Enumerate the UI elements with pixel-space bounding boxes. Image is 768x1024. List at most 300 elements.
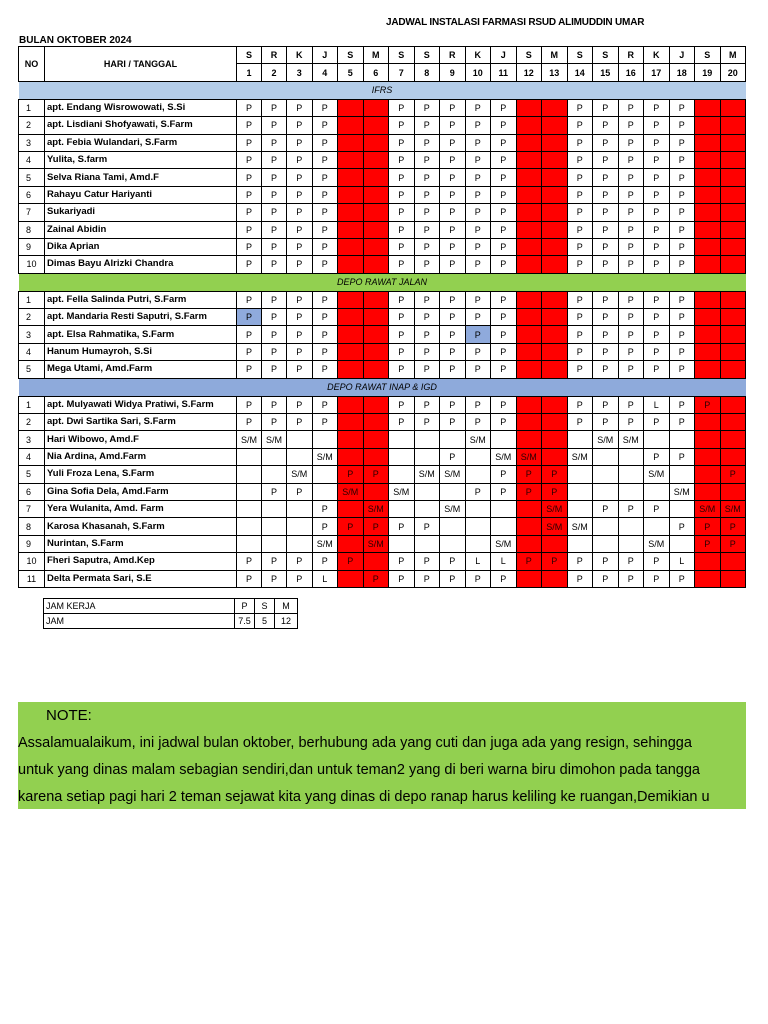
staff-name: Yera Wulanita, Amd. Farm (45, 500, 237, 517)
shift-cell: P (262, 221, 287, 238)
shift-cell: P (644, 309, 670, 326)
shift-cell (542, 414, 568, 431)
shift-cell (720, 553, 746, 570)
shift-cell (237, 448, 262, 465)
shift-cell: P (669, 238, 695, 255)
shift-cell: P (618, 361, 644, 378)
shift-cell: P (491, 134, 517, 151)
shift-cell (363, 361, 389, 378)
shift-cell (618, 483, 644, 500)
row-number: 3 (19, 134, 45, 151)
shift-cell: S/M (491, 448, 517, 465)
shift-cell: P (491, 238, 517, 255)
table-row (19, 553, 746, 570)
shift-cell: P (440, 326, 466, 343)
shift-cell: P (593, 500, 619, 517)
shift-cell (695, 134, 721, 151)
shift-cell: P (491, 396, 517, 413)
table-row (19, 483, 746, 500)
row-number: 9 (19, 238, 45, 255)
shift-cell: S/M (465, 431, 491, 448)
shift-cell: P (237, 99, 262, 116)
shift-cell: P (618, 414, 644, 431)
shift-cell (516, 99, 542, 116)
shift-cell (465, 500, 491, 517)
staff-name: apt. Mandaria Resti Saputri, S.Farm (45, 309, 237, 326)
staff-name: Nurintan, S.Farm (45, 535, 237, 552)
shift-cell (516, 326, 542, 343)
shift-cell: P (465, 256, 491, 273)
shift-cell: P (593, 99, 619, 116)
shift-cell: P (287, 134, 313, 151)
shift-cell: S/M (363, 500, 389, 517)
shift-cell (695, 343, 721, 360)
staff-name: apt. Lisdiani Shofyawati, S.Farm (45, 117, 237, 134)
shift-cell: P (262, 99, 287, 116)
shift-cell: P (389, 396, 415, 413)
shift-cell: P (465, 134, 491, 151)
shift-cell: P (618, 204, 644, 221)
shift-cell: P (237, 238, 262, 255)
shift-cell (237, 466, 262, 483)
shift-cell: L (644, 396, 670, 413)
shift-cell: P (414, 396, 440, 413)
shift-cell (720, 99, 746, 116)
header-date: 7 (389, 64, 415, 81)
table-row (19, 117, 746, 134)
shift-cell: P (262, 256, 287, 273)
staff-name: Karosa Khasanah, S.Farm (45, 518, 237, 535)
shift-cell: P (465, 570, 491, 587)
shift-cell: P (567, 361, 593, 378)
shift-cell: P (237, 169, 262, 186)
shift-cell: P (644, 448, 670, 465)
shift-cell (567, 483, 593, 500)
staff-name: apt. Febia Wulandari, S.Farm (45, 134, 237, 151)
shift-cell (237, 483, 262, 500)
shift-cell: P (491, 151, 517, 168)
shift-cell (516, 169, 542, 186)
shift-cell (618, 448, 644, 465)
shift-cell: P (644, 570, 670, 587)
shift-cell: P (669, 518, 695, 535)
shift-cell: P (414, 169, 440, 186)
shift-cell (720, 483, 746, 500)
shift-cell (338, 448, 364, 465)
shift-cell: P (262, 309, 287, 326)
shift-cell: P (287, 309, 313, 326)
shift-cell (720, 309, 746, 326)
note-line-3: karena setiap pagi hari 2 teman sejawat kita yang dinas di depo ranap harus keliling ke ruangan,Demikian u (18, 789, 710, 805)
row-number: 11 (19, 570, 45, 587)
shift-cell: P (618, 99, 644, 116)
shift-cell: P (262, 483, 287, 500)
shift-cell (414, 483, 440, 500)
shift-cell: P (516, 553, 542, 570)
shift-cell: P (389, 570, 415, 587)
shift-cell (516, 431, 542, 448)
shift-cell: P (440, 99, 466, 116)
shift-cell: P (542, 466, 568, 483)
shift-cell: P (618, 309, 644, 326)
shift-cell (237, 518, 262, 535)
shift-cell (542, 570, 568, 587)
shift-cell (363, 448, 389, 465)
shift-cell: P (237, 186, 262, 203)
row-number: 4 (19, 448, 45, 465)
shift-cell: P (237, 570, 262, 587)
shift-cell: P (491, 309, 517, 326)
shift-cell (338, 414, 364, 431)
shift-cell (542, 361, 568, 378)
header-date: 4 (312, 64, 338, 81)
shift-cell (720, 117, 746, 134)
shift-cell: P (414, 117, 440, 134)
shift-cell: P (644, 169, 670, 186)
shift-cell: L (465, 553, 491, 570)
shift-cell (516, 343, 542, 360)
shift-cell: P (618, 326, 644, 343)
shift-cell: P (567, 186, 593, 203)
shift-cell: P (287, 238, 313, 255)
shift-cell: S/M (414, 466, 440, 483)
shift-cell: P (465, 291, 491, 308)
shift-cell: P (491, 466, 517, 483)
shift-cell: P (389, 291, 415, 308)
shift-cell (720, 221, 746, 238)
shift-cell (720, 448, 746, 465)
header-day: S (516, 47, 542, 64)
shift-cell: P (593, 309, 619, 326)
shift-cell: P (465, 117, 491, 134)
shift-cell: P (669, 256, 695, 273)
shift-cell (363, 169, 389, 186)
shift-cell (287, 500, 313, 517)
shift-cell: P (465, 396, 491, 413)
table-row (19, 186, 746, 203)
shift-cell: P (262, 326, 287, 343)
shift-cell (287, 518, 313, 535)
header-day: J (669, 47, 695, 64)
shift-cell (542, 431, 568, 448)
shift-cell: P (618, 134, 644, 151)
shift-cell: P (644, 186, 670, 203)
shift-cell (593, 518, 619, 535)
shift-cell (669, 500, 695, 517)
shift-cell: P (237, 326, 262, 343)
shift-cell: P (414, 99, 440, 116)
shift-cell (567, 500, 593, 517)
shift-cell: P (312, 186, 338, 203)
shift-cell: P (644, 99, 670, 116)
shift-cell: P (644, 326, 670, 343)
staff-name: Selva Riana Tami, Amd.F (45, 169, 237, 186)
shift-cell: P (593, 169, 619, 186)
shift-cell: P (414, 204, 440, 221)
shift-cell (516, 518, 542, 535)
shift-cell: S/M (237, 431, 262, 448)
table-row (19, 535, 746, 552)
shift-cell: P (491, 291, 517, 308)
shift-cell: P (720, 466, 746, 483)
shift-cell: P (389, 169, 415, 186)
shift-cell: P (618, 117, 644, 134)
shift-cell: P (363, 466, 389, 483)
staff-name: Fheri Saputra, Amd.Kep (45, 553, 237, 570)
shift-cell: P (567, 169, 593, 186)
shift-cell (695, 221, 721, 238)
staff-name: Gina Sofia Dela, Amd.Farm (45, 483, 237, 500)
work-hours-table (43, 598, 298, 629)
shift-cell: S/M (389, 483, 415, 500)
shift-cell: P (237, 343, 262, 360)
shift-cell: L (491, 553, 517, 570)
header-date: 9 (440, 64, 466, 81)
shift-cell (363, 117, 389, 134)
shift-cell: P (237, 553, 262, 570)
shift-cell (414, 535, 440, 552)
shift-cell (338, 361, 364, 378)
shift-cell: P (414, 343, 440, 360)
shift-cell (363, 99, 389, 116)
shift-cell: P (287, 99, 313, 116)
shift-cell: P (669, 204, 695, 221)
shift-cell: P (567, 570, 593, 587)
shift-cell (312, 431, 338, 448)
shift-cell (695, 117, 721, 134)
shift-cell (516, 535, 542, 552)
table-row (19, 466, 746, 483)
shift-cell (262, 466, 287, 483)
shift-cell: S/M (567, 518, 593, 535)
row-number: 1 (19, 396, 45, 413)
shift-cell: P (669, 117, 695, 134)
section-header: DEPO RAWAT JALAN (19, 273, 746, 291)
shift-cell: P (287, 169, 313, 186)
table-row (19, 518, 746, 535)
shift-cell: P (287, 483, 313, 500)
shift-cell (440, 431, 466, 448)
shift-cell: P (312, 99, 338, 116)
shift-cell (695, 448, 721, 465)
shift-cell: P (567, 553, 593, 570)
shift-cell: P (593, 570, 619, 587)
header-date: 6 (363, 64, 389, 81)
shift-cell: P (491, 117, 517, 134)
shift-cell: P (312, 291, 338, 308)
shift-cell: P (644, 221, 670, 238)
shift-cell: P (465, 483, 491, 500)
shift-cell (695, 361, 721, 378)
shift-cell: P (287, 414, 313, 431)
shift-cell: P (414, 518, 440, 535)
shift-cell (237, 535, 262, 552)
shift-cell (695, 238, 721, 255)
row-number: 3 (19, 326, 45, 343)
shift-cell (720, 431, 746, 448)
jam-label: JAM KERJA (44, 599, 235, 614)
shift-cell (695, 151, 721, 168)
shift-cell (695, 309, 721, 326)
shift-cell: S/M (262, 431, 287, 448)
month-label: BULAN OKTOBER 2024 (19, 35, 132, 46)
shift-cell (720, 291, 746, 308)
shift-cell: P (644, 151, 670, 168)
shift-cell: P (237, 151, 262, 168)
shift-cell: P (312, 204, 338, 221)
shift-cell: P (237, 117, 262, 134)
row-number: 9 (19, 535, 45, 552)
shift-cell: P (237, 291, 262, 308)
shift-cell (414, 448, 440, 465)
shift-cell (363, 221, 389, 238)
table-row (19, 291, 746, 308)
header-date: 16 (618, 64, 644, 81)
shift-cell (669, 535, 695, 552)
shift-cell: P (440, 117, 466, 134)
shift-cell (516, 396, 542, 413)
shift-cell: P (465, 361, 491, 378)
shift-cell: P (414, 553, 440, 570)
shift-cell: P (440, 256, 466, 273)
shift-cell: P (567, 99, 593, 116)
shift-cell: P (389, 99, 415, 116)
shift-cell: P (262, 414, 287, 431)
shift-cell: P (440, 204, 466, 221)
shift-cell: S/M (440, 466, 466, 483)
header-day: M (720, 47, 746, 64)
shift-cell: P (237, 204, 262, 221)
shift-cell (363, 291, 389, 308)
shift-cell: P (287, 204, 313, 221)
shift-cell: P (491, 186, 517, 203)
shift-cell: P (389, 256, 415, 273)
header-date: 18 (669, 64, 695, 81)
shift-cell (363, 186, 389, 203)
shift-cell: P (363, 570, 389, 587)
shift-cell: P (287, 117, 313, 134)
shift-cell (465, 466, 491, 483)
shift-cell: P (440, 361, 466, 378)
row-number: 2 (19, 414, 45, 431)
shift-cell: P (567, 256, 593, 273)
shift-cell: P (465, 309, 491, 326)
shift-cell (516, 204, 542, 221)
shift-cell (338, 431, 364, 448)
shift-cell (237, 500, 262, 517)
note-box (18, 702, 746, 809)
shift-cell (338, 169, 364, 186)
shift-cell: P (516, 483, 542, 500)
shift-cell: S/M (312, 448, 338, 465)
shift-cell: P (440, 309, 466, 326)
shift-cell: P (414, 309, 440, 326)
shift-cell: P (312, 221, 338, 238)
shift-cell: P (567, 151, 593, 168)
shift-cell: P (618, 221, 644, 238)
table-row (19, 99, 746, 116)
staff-name: Yulita, S.farm (45, 151, 237, 168)
shift-cell (516, 570, 542, 587)
row-number: 1 (19, 99, 45, 116)
header-date: 17 (644, 64, 670, 81)
shift-cell (618, 535, 644, 552)
staff-name: apt. Dwi Sartika Sari, S.Farm (45, 414, 237, 431)
shift-cell (542, 291, 568, 308)
shift-cell: P (593, 151, 619, 168)
row-number: 10 (19, 256, 45, 273)
shift-cell: P (618, 151, 644, 168)
shift-cell: P (567, 204, 593, 221)
note-line-1: Assalamualaikum, ini jadwal bulan oktober, berhubung ada yang cuti dan juga ada yang resign, sehingga (18, 735, 692, 751)
shift-cell (414, 500, 440, 517)
shift-cell: P (465, 169, 491, 186)
shift-cell (720, 570, 746, 587)
header-date: 13 (542, 64, 568, 81)
row-number: 7 (19, 204, 45, 221)
shift-cell: P (669, 221, 695, 238)
shift-cell (389, 448, 415, 465)
header-day: K (465, 47, 491, 64)
shift-cell (440, 535, 466, 552)
shift-cell (542, 256, 568, 273)
shift-cell (389, 431, 415, 448)
shift-cell (516, 221, 542, 238)
shift-cell: P (491, 169, 517, 186)
shift-cell (516, 309, 542, 326)
jam-value: 7.5 (235, 614, 255, 629)
shift-cell: S/M (542, 500, 568, 517)
jam-value: 5 (255, 614, 275, 629)
shift-cell (338, 326, 364, 343)
header-date: 3 (287, 64, 313, 81)
shift-cell: P (338, 518, 364, 535)
shift-cell (287, 448, 313, 465)
shift-cell (338, 204, 364, 221)
shift-cell (618, 466, 644, 483)
row-number: 4 (19, 151, 45, 168)
header-date: 15 (593, 64, 619, 81)
shift-cell (338, 291, 364, 308)
shift-cell (389, 466, 415, 483)
shift-cell (516, 361, 542, 378)
shift-cell: S/M (491, 535, 517, 552)
header-day: S (389, 47, 415, 64)
schedule-title: JADWAL INSTALASI FARMASI RSUD ALIMUDDIN UMAR (386, 17, 645, 28)
shift-cell (516, 414, 542, 431)
shift-cell: P (414, 291, 440, 308)
table-row (19, 361, 746, 378)
section-header: IFRS (19, 81, 746, 99)
shift-cell: P (720, 518, 746, 535)
jam-value: M (275, 599, 298, 614)
shift-cell (338, 396, 364, 413)
shift-cell (262, 448, 287, 465)
shift-cell: P (262, 396, 287, 413)
staff-name: Hari Wibowo, Amd.F (45, 431, 237, 448)
shift-cell: P (618, 256, 644, 273)
staff-name: apt. Elsa Rahmatika, S.Farm (45, 326, 237, 343)
shift-cell: P (593, 204, 619, 221)
shift-cell: P (491, 256, 517, 273)
header-day: S (593, 47, 619, 64)
header-day: J (312, 47, 338, 64)
shift-cell (542, 343, 568, 360)
shift-cell: P (618, 500, 644, 517)
staff-name: Dika Aprian (45, 238, 237, 255)
shift-cell: P (262, 134, 287, 151)
shift-cell: P (237, 134, 262, 151)
